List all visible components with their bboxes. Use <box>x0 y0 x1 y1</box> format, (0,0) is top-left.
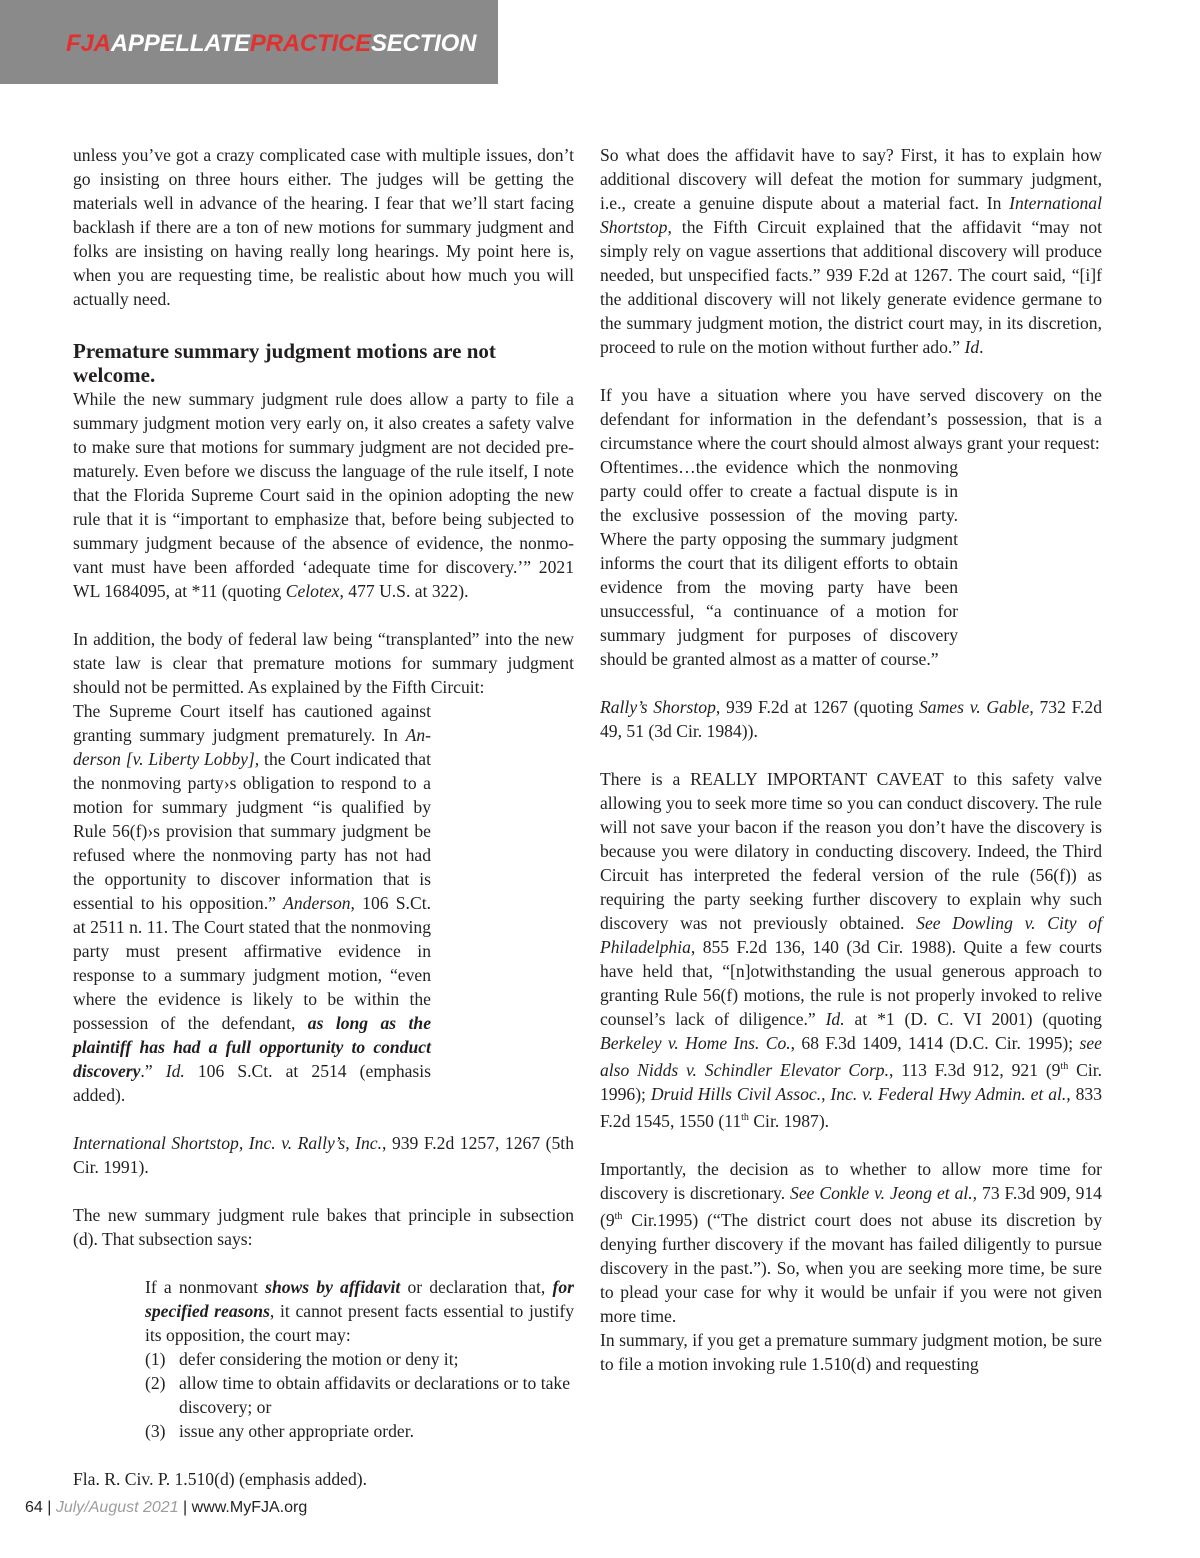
quote1-a-italic: Anderson [v. Liberty Lobby], <box>73 725 431 769</box>
quote1-c: 106 S.Ct. at 2511 n. 11. The Court stated that the nonmoving party must present affirmative evidence in response to a summary judgment motion, “even where the evidence is likely to be within the possession of the defendant, <box>73 893 431 1033</box>
right-paragraph-1 <box>600 143 1102 359</box>
left-p2-end: , 477 U.S. at 322). <box>339 581 469 601</box>
quote1-d: .” <box>140 1061 166 1081</box>
right-p1-c: . <box>979 337 984 357</box>
section-banner <box>0 0 498 84</box>
footer-separator: | <box>42 1499 56 1516</box>
right-paragraph-discretion <box>600 1157 1102 1328</box>
p3-c-italic: Berkeley v. Home Ins. Co. <box>600 1033 791 1053</box>
p3-c: at *1 (D. C. VI 2001) (quoting <box>844 1009 1102 1029</box>
right-p1-b: , the Fifth Circuit explained that the affidavit “may not simply rely on vague assertions that additional discovery will produce needed, but unspecified facts.” 939 F.2d at 1267. The court said, “[i]f the additional discovery will not likely generate evidence germane to the summary judgment motion, the district court may, in its discretion, proceed to rule on the motion without further ado.” <box>600 217 1102 357</box>
citation-shortstop-case: International Shortstop, Inc. v. Rally’s, Inc. <box>73 1133 383 1153</box>
section-heading: Premature summary judgment motions are not welcome. <box>73 339 496 387</box>
p3-g-sup: th <box>741 1111 749 1123</box>
list-item-text: defer considering the motion or deny it; <box>179 1349 459 1369</box>
rule-options-list <box>145 1347 574 1443</box>
rule-emphasis-2: for specified reasons <box>145 1277 574 1321</box>
cite3-b-italic: Sames v. Gable <box>919 697 1030 717</box>
title-section: SECTION <box>370 30 477 57</box>
left-column <box>73 143 574 1491</box>
list-item-number: (3) <box>145 1421 166 1441</box>
left-paragraph-4: The new summary judgment rule bakes that principle in subsection (d). That subsection says: <box>73 1205 574 1249</box>
quote1-d-italic: Id. <box>165 1061 185 1081</box>
p3-b-italic: Id. <box>825 1009 845 1029</box>
quote1-e: 106 S.Ct. at 2514 (emphasis added). <box>73 1061 432 1105</box>
cite3-c: , 732 F.2d 49, 51 (3d Cir. 1984)). <box>600 697 1102 741</box>
section-title <box>66 30 476 58</box>
title-appellate: APPELLATE <box>110 30 250 57</box>
list-item <box>145 1419 574 1443</box>
quote1-b-italic: Anderson, <box>283 893 355 913</box>
list-item <box>145 1347 574 1371</box>
issue-date: July/August 2021 <box>55 1499 179 1516</box>
right-column <box>600 143 1102 1376</box>
p3-f: Cir. 1996); <box>600 1059 1102 1104</box>
rule-intro <box>145 1275 574 1347</box>
p3-h: Cir. 1987). <box>748 1110 830 1131</box>
website-link[interactable]: www.MyFJA.org <box>191 1499 308 1516</box>
left-paragraph-1: unless you’ve got a crazy complicated case with multiple issues, don’t go insisting on three hours either. The judges will be getting the materials well in advance of the hearing. I fear that we’ll start facing backlash if there are a ton of new motions for summary judgment and folks are insisting on having really long hearings. My point here is, when you are requesting time, be realistic about how much you will actually need. <box>73 145 574 309</box>
p3-e: , 113 F.3d 912, 921 (9 <box>889 1059 1061 1080</box>
page-number: 64 <box>25 1499 43 1516</box>
left-paragraph-2 <box>73 387 574 603</box>
p3-a: There is a REALLY IMPORTANT CAVEAT to this safety valve allowing you to seek more time so you can conduct discovery. The rule will not save your bacon if the reason you don’t have the discovery is because you were dilatory in conducting discovery. Indeed, the Third Circuit has interpreted the federal version of the rule (56(f)) as requiring the party seeking further discovery to explain why such discovery was not previously obtained. <box>600 769 1102 933</box>
rule-c: , it cannot present facts essential to justify its opposition, the court may: <box>145 1301 574 1345</box>
rule-a: If a nonmovant <box>145 1277 266 1297</box>
footer-separator: | <box>178 1499 192 1516</box>
citation-shortstop <box>73 1131 574 1179</box>
p4-c: Cir.1995) (“The district court does not abuse its discretion by denying further discovery if the movant has failed diligently to pursue discovery in the past.”). So, when you are seeking more time, be sure to plead your case for why it would be unfair if you were not given more time. <box>600 1209 1102 1326</box>
cite3-a-italic: Rally’s Shorstop <box>600 697 716 717</box>
block-quote-shortstop <box>73 699 431 1107</box>
rule-b: or declaration that, <box>400 1277 553 1297</box>
p4-b-sup: th <box>614 1210 623 1222</box>
citation-fla-rule: Fla. R. Civ. P. 1.510(d) (emphasis added). <box>73 1469 368 1489</box>
right-paragraph-summary: In summary, if you get a premature summary judgment motion, be sure to file a motion invoking rule 1.510(d) and requesting <box>600 1329 1102 1374</box>
right-p1-id: Id <box>964 337 980 357</box>
quote1-emphasis: as long as the plaintiff has had a full opportunity to conduct discovery <box>73 1013 432 1081</box>
cite3-b: , 939 F.2d at 1267 (quoting <box>715 697 919 717</box>
quote1-b: the Court indicated that the nonmoving party›s obligation to respond to a motion for summary judgment “is qualified by Rule 56(f)›s provision that summary judgment be refused where the nonmoving party has not had the opportunity to discover information that is essential to his opposition.” <box>73 749 432 913</box>
p3-d: , 68 F.3d 1409, 1414 (D.C. Cir. 1995); <box>790 1033 1080 1053</box>
title-practice: PRACTICE <box>249 30 371 57</box>
p3-b: , 855 F.2d 136, 140 (3d Cir. 1988). Quite a few courts have held that, “[n]otwithstanding the usual generous approach to granting Rule 56(f) motions, the rule is not properly invoked to relive counsel’s lack of diligence.” <box>600 937 1102 1029</box>
right-paragraph-caveat <box>600 767 1102 1133</box>
list-item-number: (1) <box>145 1349 166 1369</box>
rule-emphasis-1: shows by affidavit <box>265 1277 401 1297</box>
citation-shortstop-rest: , 939 F.2d 1257, 1267 (5th Cir. 1991). <box>73 1133 574 1177</box>
left-p2-cite: Celotex <box>285 581 340 601</box>
p3-e-sup: th <box>1060 1061 1069 1072</box>
list-item <box>145 1371 574 1419</box>
list-item-number: (2) <box>145 1373 166 1393</box>
right-p1-a: So what does the affidavit have to say? First, it has to explain how additional discovery will defeat the motion for summary judgment, i.e., create a genuine dispute about a material fact. In <box>600 145 1102 213</box>
block-quote-oftentimes: Oftentimes…the evidence which the nonmoving party could offer to create a factual dispute is in the exclusive possession of the moving party. Where the party opposing the summary judgment informs the court that its diligent efforts to obtain evidence from the moving party have been unsuccessful, “a continuance of a motion for summary judgment for purposes of discovery should be granted almost as a matter of course.” <box>600 457 958 669</box>
p4-a-italic: See Conkle v. Jeong et al., <box>790 1182 978 1203</box>
page-footer <box>25 1499 307 1517</box>
quote1-a: The Supreme Court itself has cautioned against granting summary judgment prematurely. In <box>73 701 431 745</box>
list-item-text: issue any other appropriate order. <box>179 1421 414 1441</box>
right-p1-italic: International Shortstop <box>600 193 1102 237</box>
p4-b: 73 F.3d 909, 914 (9 <box>600 1182 1102 1230</box>
citation-rallys <box>600 695 1102 743</box>
p3-g: 833 F.2d 1545, 1550 (11 <box>600 1083 1102 1131</box>
title-fja: FJA <box>66 30 111 57</box>
p3-a-italic: See Dowling v. City of Philadelphia <box>600 913 1102 957</box>
p3-f-italic: Druid Hills Civil Assoc., Inc. v. Federal Hwy Admin. et al., <box>650 1083 1071 1104</box>
rule-quote <box>145 1275 574 1443</box>
p4-a: Importantly, the decision as to whether to allow more time for discovery is discretionary. <box>600 1158 1102 1203</box>
right-paragraph-2: If you have a situation where you have served discovery on the defendant for information in the defendant’s possession, that is a circumstance where the court should almost always grant your request: <box>600 385 1102 453</box>
list-item-text: allow time to obtain affidavits or declarations or to take discovery; or <box>179 1373 571 1417</box>
p3-d-italic: see also Nidds v. Schindler Elevator Corp. <box>600 1033 1102 1080</box>
left-paragraph-3: In addition, the body of federal law being “transplanted” into the new state law is clear that premature motions for summary judgment should not be permitted. As explained by the Fifth Circuit: <box>73 629 574 697</box>
left-p2-text: While the new summary judgment rule does allow a party to file a summary judgment motion very early on, it also creates a safety valve to make sure that motions for summary judgment are not decided prematurely. Even before we discuss the language of the rule itself, I note that the Florida Supreme Court said in the opinion adopting the new rule that it is “important to emphasize that, before being subjected to summary judgment because of the absence of evidence, the nonmovant must have been afforded ‘adequate time for discovery.’” 2021 WL 1684095, at *11 (quoting <box>73 389 574 601</box>
